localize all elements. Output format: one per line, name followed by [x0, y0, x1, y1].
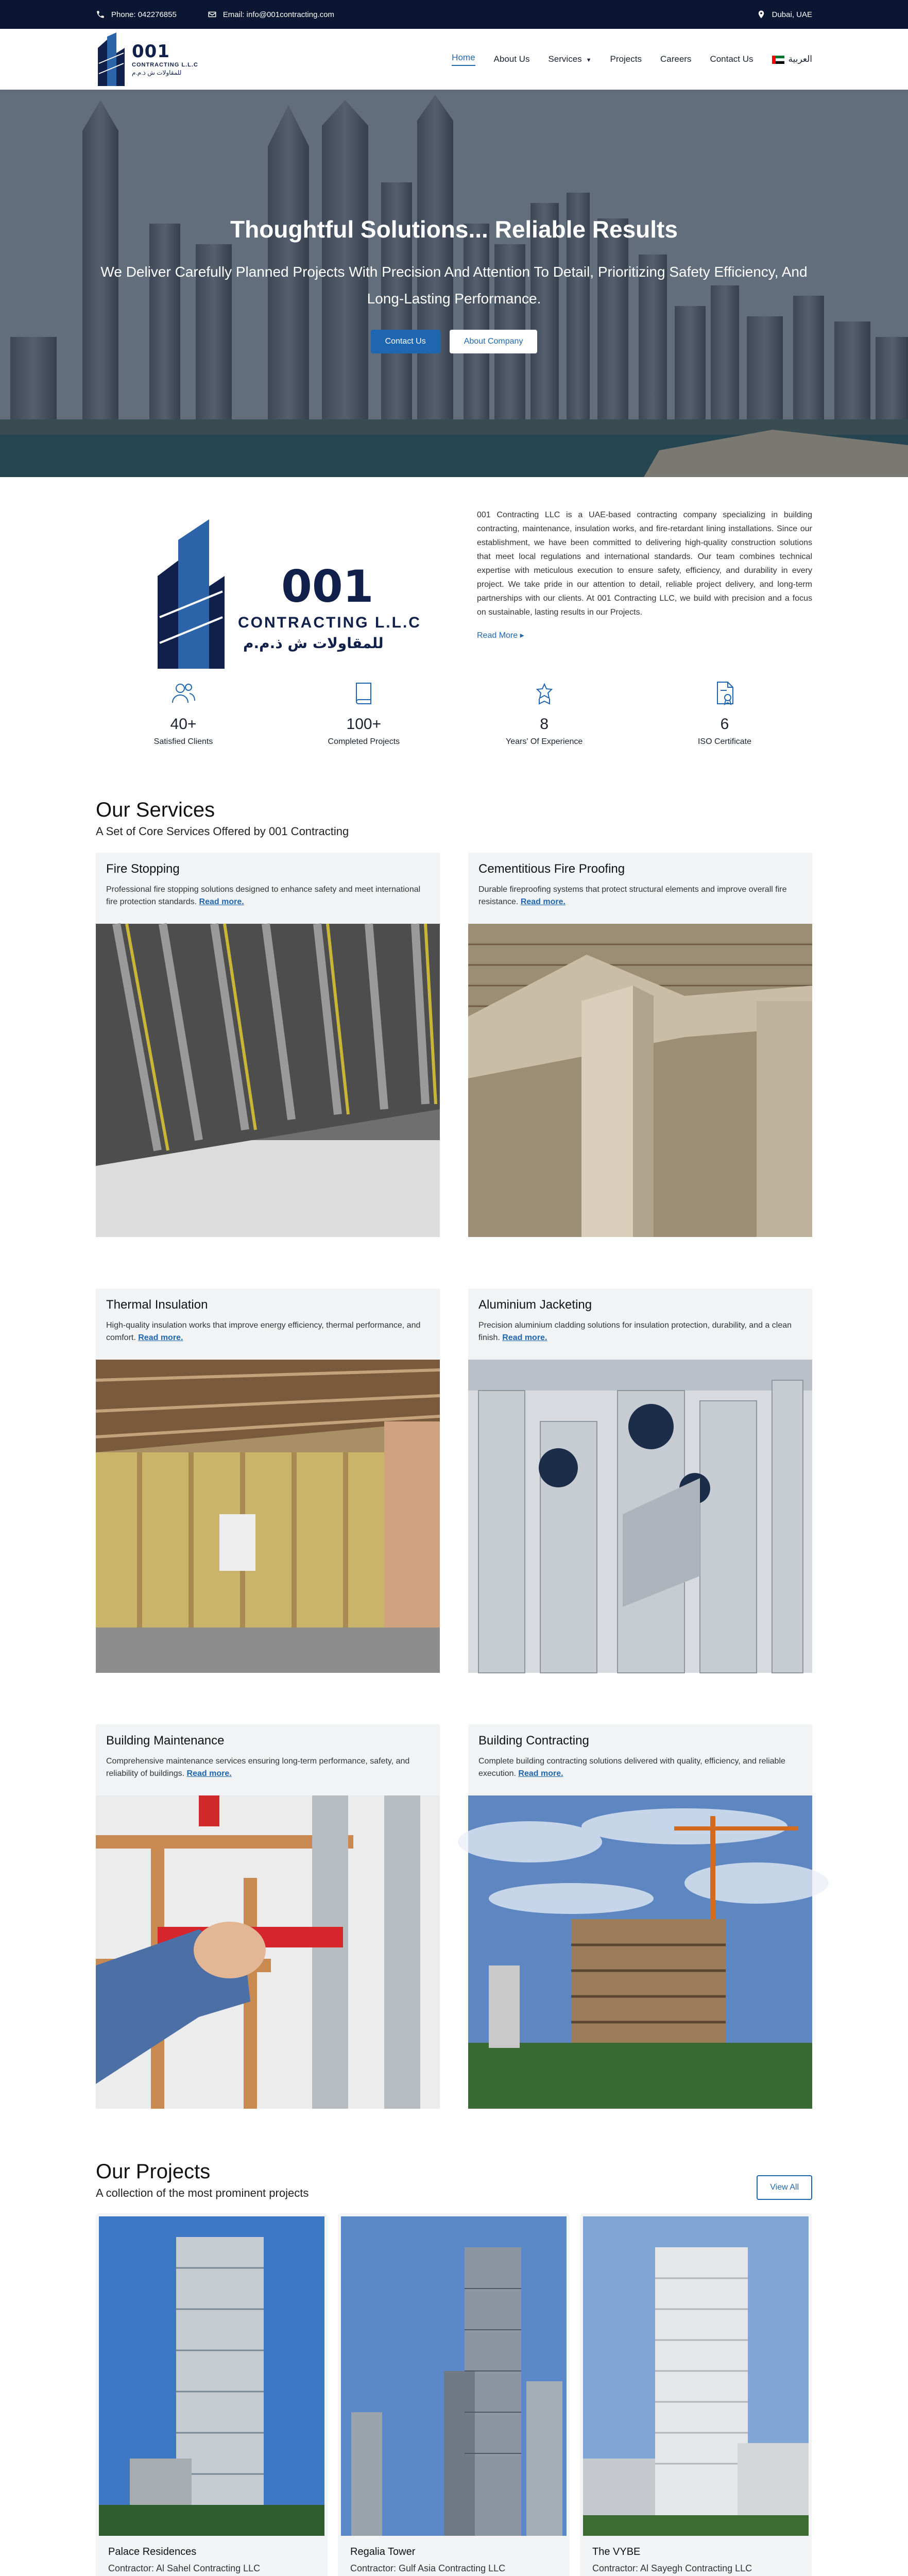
- view-all-button[interactable]: View All: [757, 2175, 812, 2200]
- stat-projects: [276, 680, 451, 799]
- the-vybe-image: [583, 2216, 809, 2536]
- fire-stopping-image: [96, 924, 440, 1237]
- logo-text: 001: [132, 41, 170, 62]
- service-read-more-link[interactable]: Read more.: [518, 1769, 563, 1778]
- aluminium-jacketing-image: [468, 1360, 812, 1673]
- projects-list: [0, 2213, 908, 2576]
- language-switch[interactable]: [772, 54, 812, 64]
- stat-value: 6: [720, 716, 729, 733]
- svg-text:للمقاولات ش ذ.م.م: للمقاولات ش ذ.م.م: [243, 635, 384, 652]
- service-title: Fire Stopping: [106, 862, 180, 876]
- svg-text:001: 001: [281, 561, 374, 613]
- stat-iso: [637, 680, 812, 799]
- logo-arabic-text: للمقاولات ش ذ.م.م: [132, 69, 182, 76]
- services-header: [0, 799, 908, 838]
- thermal-insulation-image: [96, 1360, 440, 1673]
- language-label: العربية: [788, 54, 812, 64]
- service-title: Thermal Insulation: [106, 1298, 208, 1312]
- hero-banner: [0, 90, 908, 477]
- star-badge-icon: [531, 680, 558, 707]
- stat-clients: [96, 680, 271, 799]
- read-more-label: Read More: [477, 631, 518, 640]
- service-card[interactable]: [468, 1289, 812, 1673]
- nav-about[interactable]: About Us: [493, 54, 530, 64]
- chevron-right-icon: ▸: [520, 631, 524, 640]
- service-desc: Precision aluminium cladding solutions for insulation protection, durability, and a clean finish.: [478, 1321, 792, 1342]
- project-contractor: Contractor: Gulf Asia Contracting LLC: [350, 2563, 506, 2573]
- regalia-tower-image: [341, 2216, 567, 2536]
- nav-projects[interactable]: Projects: [610, 54, 642, 64]
- stat-label: Years' Of Experience: [506, 737, 583, 746]
- about-logo: [96, 508, 456, 680]
- project-card[interactable]: [96, 2213, 328, 2576]
- topbar-phone[interactable]: [96, 10, 177, 19]
- certificate-icon: [711, 680, 738, 707]
- contact-us-button[interactable]: Contact Us: [371, 330, 440, 353]
- nav-contact[interactable]: Contact Us: [710, 54, 753, 64]
- services-grid: [0, 853, 908, 2109]
- phone-icon: [96, 10, 105, 19]
- stat-label: Satisfied Clients: [153, 737, 213, 746]
- service-card[interactable]: [96, 1289, 440, 1673]
- nav-services[interactable]: [548, 54, 591, 64]
- nav-home[interactable]: Home: [452, 53, 475, 66]
- palace-residences-image: [99, 2216, 324, 2536]
- project-card[interactable]: [338, 2213, 570, 2576]
- topbar-email-text: Email: info@001contracting.com: [222, 10, 334, 19]
- top-bar: [0, 0, 908, 29]
- book-icon: [350, 680, 377, 707]
- service-desc: Comprehensive maintenance services ensuring long-term performance, safety, and reliability of buildings.: [106, 1757, 410, 1778]
- projects-title: Our Projects: [96, 2160, 211, 2183]
- services-subtitle: A Set of Core Services Offered by 001 Contracting: [96, 825, 349, 838]
- project-name: The VYBE: [592, 2546, 641, 2557]
- mail-icon: [208, 10, 217, 19]
- service-desc: Complete building contracting solutions delivered with quality, efficiency, and reliable execution.: [478, 1757, 785, 1778]
- service-title: Aluminium Jacketing: [478, 1298, 592, 1312]
- company-logo-image: [152, 519, 421, 669]
- project-name: Palace Residences: [108, 2546, 197, 2557]
- svg-text:CONTRACTING L.L.C: CONTRACTING L.L.C: [238, 614, 421, 631]
- projects-header: [0, 2160, 908, 2200]
- project-card[interactable]: [580, 2213, 812, 2576]
- service-read-more-link[interactable]: Read more.: [186, 1769, 232, 1778]
- main-nav: [452, 53, 812, 66]
- service-desc: High-quality insulation works that improve energy efficiency, thermal performance, and comfort.: [106, 1321, 421, 1342]
- service-desc: Professional fire stopping solutions designed to enhance safety and meet international fire protection standards.: [106, 885, 421, 906]
- project-name: Regalia Tower: [350, 2546, 416, 2557]
- stats-row: [0, 680, 908, 799]
- stat-label: ISO Certificate: [697, 737, 751, 746]
- logo-mark-icon: [96, 32, 126, 86]
- service-card[interactable]: [96, 853, 440, 1237]
- stat-experience: [457, 680, 632, 799]
- about-read-more-link[interactable]: [477, 629, 524, 642]
- topbar-email[interactable]: [208, 10, 334, 19]
- service-title: Cementitious Fire Proofing: [478, 862, 625, 876]
- projects-subtitle: A collection of the most prominent projects: [96, 2187, 309, 2199]
- about-company-button[interactable]: About Company: [450, 330, 538, 353]
- about-text: 001 Contracting LLC is a UAE-based contracting company specializing in building contracting, maintenance, insulation works, and fire-retardant lining installations. Since our establishment, we have been committed to delivering high-quality construction solutions that meet local regulations and international standards. Our team combines technical expertise with meticulous execution to ensure safety, efficiency, and durability in every project. We take pride in our attention to detail, reliable project delivery, and long-term partnerships with our clients. At 001 Contracting LLC, we build with precision and a focus on sustainable, lasting results in our Projects.: [477, 511, 812, 617]
- site-logo[interactable]: [96, 32, 198, 86]
- cementitious-fireproofing-image: [468, 924, 812, 1237]
- site-header: [0, 29, 908, 90]
- service-read-more-link[interactable]: Read more.: [520, 897, 566, 906]
- nav-careers[interactable]: Careers: [660, 54, 692, 64]
- users-icon: [170, 680, 197, 707]
- service-read-more-link[interactable]: Read more.: [502, 1333, 547, 1342]
- service-desc: Durable fireproofing systems that protect structural elements and improve overall fire resistance.: [478, 885, 787, 906]
- stat-value: 100+: [346, 716, 382, 733]
- chevron-down-icon: ▼: [586, 57, 592, 63]
- topbar-location: [757, 10, 812, 19]
- hero-title: Thoughtful Solutions... Reliable Results: [230, 216, 678, 243]
- services-title: Our Services: [96, 799, 215, 821]
- stat-value: 8: [540, 716, 549, 733]
- hero-subtitle: We Deliver Carefully Planned Projects With Precision And Attention To Detail, Prioritizing Safety Efficiency, And Long-Lasting Performance.: [100, 264, 808, 307]
- service-read-more-link[interactable]: Read more.: [138, 1333, 183, 1342]
- stat-value: 40+: [170, 716, 197, 733]
- building-maintenance-image: [96, 1795, 440, 2109]
- service-title: Building Contracting: [478, 1734, 589, 1748]
- topbar-location-text: Dubai, UAE: [772, 10, 812, 19]
- uae-flag-icon: [772, 56, 784, 64]
- stat-label: Completed Projects: [328, 737, 400, 746]
- project-contractor: Contractor: Al Sahel Contracting LLC: [108, 2563, 261, 2573]
- service-title: Building Maintenance: [106, 1734, 225, 1748]
- building-contracting-image: [468, 1795, 812, 2109]
- about-section: [0, 477, 908, 680]
- service-read-more-link[interactable]: Read more.: [199, 897, 244, 906]
- topbar-phone-text: Phone: 042276855: [111, 10, 177, 19]
- location-pin-icon: [757, 10, 766, 19]
- service-card[interactable]: [468, 1724, 812, 2109]
- service-card[interactable]: [96, 1724, 440, 2109]
- service-card[interactable]: [468, 853, 812, 1237]
- project-contractor: Contractor: Al Sayegh Contracting LLC: [592, 2563, 752, 2573]
- logo-subtext: CONTRACTING L.L.C: [132, 62, 198, 68]
- nav-services-label: Services: [548, 54, 582, 64]
